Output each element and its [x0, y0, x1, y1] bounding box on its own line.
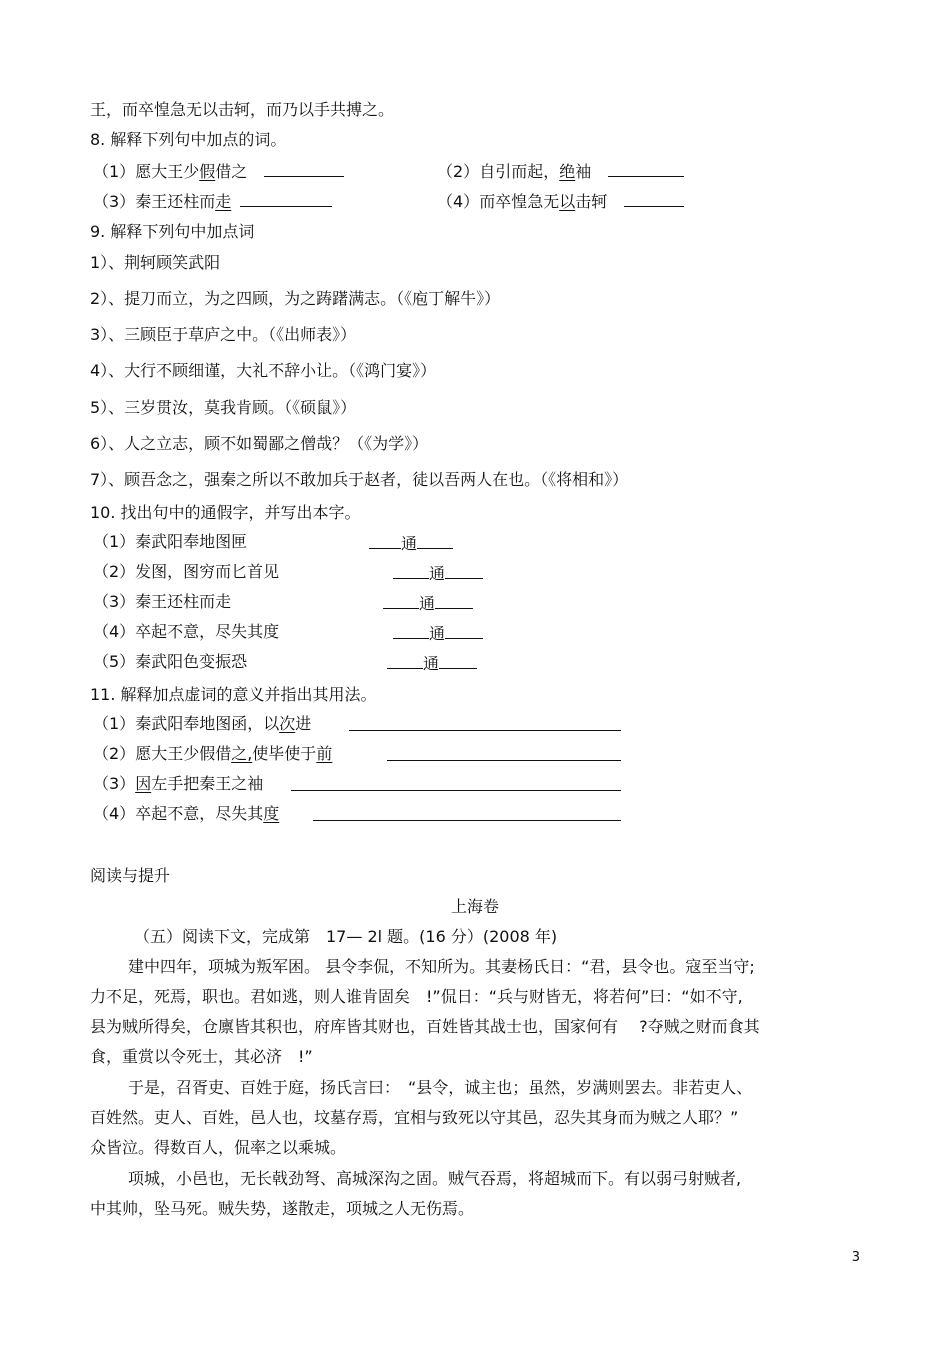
q10-item-5-blank-b[interactable] — [439, 651, 477, 669]
q8-item-3 — [93, 189, 332, 211]
passage-line-4: 食，重赏以令死士，其必济 !” — [90, 1047, 313, 1066]
q11-item-2-mark2: 前 — [316, 744, 333, 763]
q8-item-3-answer-blank[interactable] — [240, 189, 332, 207]
q10-item-3-blank-b[interactable] — [435, 591, 473, 609]
q8-item-4-answer-blank[interactable] — [624, 189, 684, 207]
q11-item-2-mark: 之, — [231, 744, 253, 763]
passage-line-2: 力不足，死焉，职也。君如逃，则人谁肯固矣 !”侃日：“兵与财皆无，将若何”曰：“如不守, — [90, 987, 743, 1006]
q11-item-1-answer-blank[interactable] — [349, 713, 621, 731]
q10-item-2-answer — [393, 561, 483, 583]
q10-item-4-blank-a[interactable] — [393, 621, 429, 639]
passage-line-7: 众皆泣。得数百人，侃率之以乘城。 — [90, 1138, 347, 1157]
q9-item-6: 6）、人之立志，顾不如蜀鄙之僧哉？（《为学》） — [90, 434, 429, 453]
q11-item-2 — [93, 743, 332, 765]
q8-item-3-pre: 秦王还柱而 — [135, 192, 216, 211]
q10-item-4-blank-b[interactable] — [445, 621, 483, 639]
q11-item-3 — [93, 773, 263, 795]
q11-item-1-pre: 秦武阳奉地图函，以 — [135, 714, 280, 733]
q9-item-7: 7）、顾吾念之，强秦之所以不敢加兵于赵者，徒以吾两人在也。（《将相和》） — [90, 470, 629, 489]
q10-item-1-blank-a[interactable] — [369, 531, 401, 549]
section-title: 阅读与提升 — [90, 866, 171, 885]
q11-item-4-label: （4） — [93, 804, 136, 823]
q8-title: 8. 解释下列句中加点的词。 — [90, 130, 287, 149]
q11-item-1-mark: 次 — [279, 714, 296, 733]
q8-item-4-post: 击轲 — [575, 192, 608, 211]
q11-item-4-mark: 度 — [263, 804, 280, 823]
q10-item-3-answer — [383, 591, 473, 613]
q11-item-4-answer-blank[interactable] — [313, 803, 621, 821]
q9-title: 9. 解释下列句中加点词 — [90, 222, 255, 241]
q8-item-2-label: （2） — [437, 162, 480, 181]
q11-item-2-post: 使毕使于 — [252, 744, 317, 763]
q9-item-3: 3）、三顾臣于草庐之中。（《出师表》） — [90, 325, 357, 344]
q9-item-2: 2）、提刀而立，为之四顾，为之踌躇满志。（《庖丁解牛》） — [90, 289, 501, 308]
q10-item-5-tong: 通 — [423, 654, 440, 673]
q10-item-3-blank-a[interactable] — [383, 591, 419, 609]
q8-item-2-post: 袖 — [575, 162, 592, 181]
q10-item-5: （5）秦武阳色变振恐 — [93, 652, 248, 671]
q10-item-1-answer — [369, 531, 453, 553]
reading-heading: 上海卷 — [450, 897, 499, 916]
q10-item-1-tong: 通 — [401, 534, 418, 553]
q8-item-2-answer-blank[interactable] — [608, 159, 684, 177]
q11-item-1-post: 进 — [295, 714, 312, 733]
q10-item-1-blank-b[interactable] — [417, 531, 453, 549]
q10-title: 10. 找出句中的通假字，并写出本字。 — [90, 503, 361, 522]
q11-item-3-mark: 因 — [135, 774, 152, 793]
q11-item-1 — [93, 713, 311, 735]
q8-item-3-mark: 走 — [215, 192, 232, 211]
q10-item-5-answer — [387, 651, 477, 673]
q10-item-3-tong: 通 — [419, 594, 436, 613]
q10-item-2-tong: 通 — [429, 564, 446, 583]
q8-item-4-label: （4） — [437, 192, 480, 211]
q10-item-4: （4）卒起不意，尽失其度 — [93, 622, 280, 641]
q10-item-2-blank-b[interactable] — [445, 561, 483, 579]
passage-line-1: 建中四年，项城为叛军困。 县令李侃，不知所为。其妻杨氏日：“君，县令也。寇至当守; — [128, 957, 755, 976]
q11-item-4-pre: 卒起不意，尽失其 — [135, 804, 264, 823]
q9-item-4: 4）、大行不顾细谨，大礼不辞小让。（《鸿门宴》） — [90, 361, 437, 380]
q10-item-4-answer — [393, 621, 483, 643]
q11-item-3-label: （3） — [93, 774, 136, 793]
q8-item-1-answer-blank[interactable] — [264, 159, 344, 177]
q11-item-1-label: （1） — [93, 714, 136, 733]
q10-item-2: （2）发图，图穷而匕首见 — [93, 562, 280, 581]
q10-item-2-blank-a[interactable] — [393, 561, 429, 579]
passage-line-3: 县为贼所得矣，仓廪皆其积也，府库皆其财也，百姓皆其战士也，国家何有 ?夺贼之财而食其 — [90, 1017, 760, 1036]
q11-item-3-post: 左手把秦王之袖 — [151, 774, 264, 793]
passage-line-6: 百姓然。吏人、百姓，邑人也，坟墓存焉，宜相与致死以守其邑，忍失其身而为贼之人耶？” — [90, 1108, 739, 1127]
q11-item-2-answer-blank[interactable] — [387, 743, 621, 761]
q9-item-1: 1）、荆轲顾笑武阳 — [90, 253, 221, 272]
q8-item-2 — [437, 159, 684, 181]
q10-item-1: （1）秦武阳奉地图匣 — [93, 532, 248, 551]
passage-line-9: 中其帅，坠马死。贼失势，遂散走，项城之人无伤焉。 — [90, 1199, 475, 1218]
q8-item-2-mark: 绝 — [559, 162, 576, 181]
q8-item-1-mark: 假 — [199, 162, 216, 181]
q10-item-4-tong: 通 — [429, 624, 446, 643]
reading-instruction: （五）阅读下文，完成第 17— 2l 题。(16 分）(2008 年) — [134, 927, 558, 946]
q8-item-2-pre: 自引而起， — [479, 162, 560, 181]
q11-item-3-answer-blank[interactable] — [291, 773, 621, 791]
q11-item-4 — [93, 803, 279, 825]
q11-title: 11. 解释加点虚词的意义并指出其用法。 — [90, 685, 377, 704]
q8-item-1-post: 借之 — [215, 162, 248, 181]
passage-line-5: 于是，召胥吏、百姓于庭，扬氏言曰： “县令，诚主也；虽然，岁满则罢去。非若吏人、 — [128, 1078, 753, 1097]
passage-line-8: 项城，小邑也，无长戟劲弩、高城深沟之固。贼气吞焉，将超城而下。有以弱弓射贼者, — [128, 1169, 742, 1188]
q8-item-4-mark: 以 — [559, 192, 576, 211]
q8-item-4-pre: 而卒惶急无 — [479, 192, 560, 211]
q8-item-4 — [437, 189, 684, 211]
q8-item-1-label: （1） — [93, 162, 136, 181]
q11-item-2-pre: 愿大王少假借 — [135, 744, 232, 763]
q8-item-1-pre: 愿大王少 — [135, 162, 200, 181]
page-number: 3 — [851, 1250, 860, 1265]
q9-item-5: 5）、三岁贯汝，莫我肯顾。（《硕鼠》） — [90, 398, 357, 417]
q10-item-5-blank-a[interactable] — [387, 651, 423, 669]
top-line: 王，而卒惶急无以击轲，而乃以手共搏之。 — [90, 100, 395, 119]
q11-item-2-label: （2） — [93, 744, 136, 763]
q10-item-3: （3）秦王还柱而走 — [93, 592, 232, 611]
q8-item-1 — [93, 159, 344, 181]
q8-item-3-label: （3） — [93, 192, 136, 211]
